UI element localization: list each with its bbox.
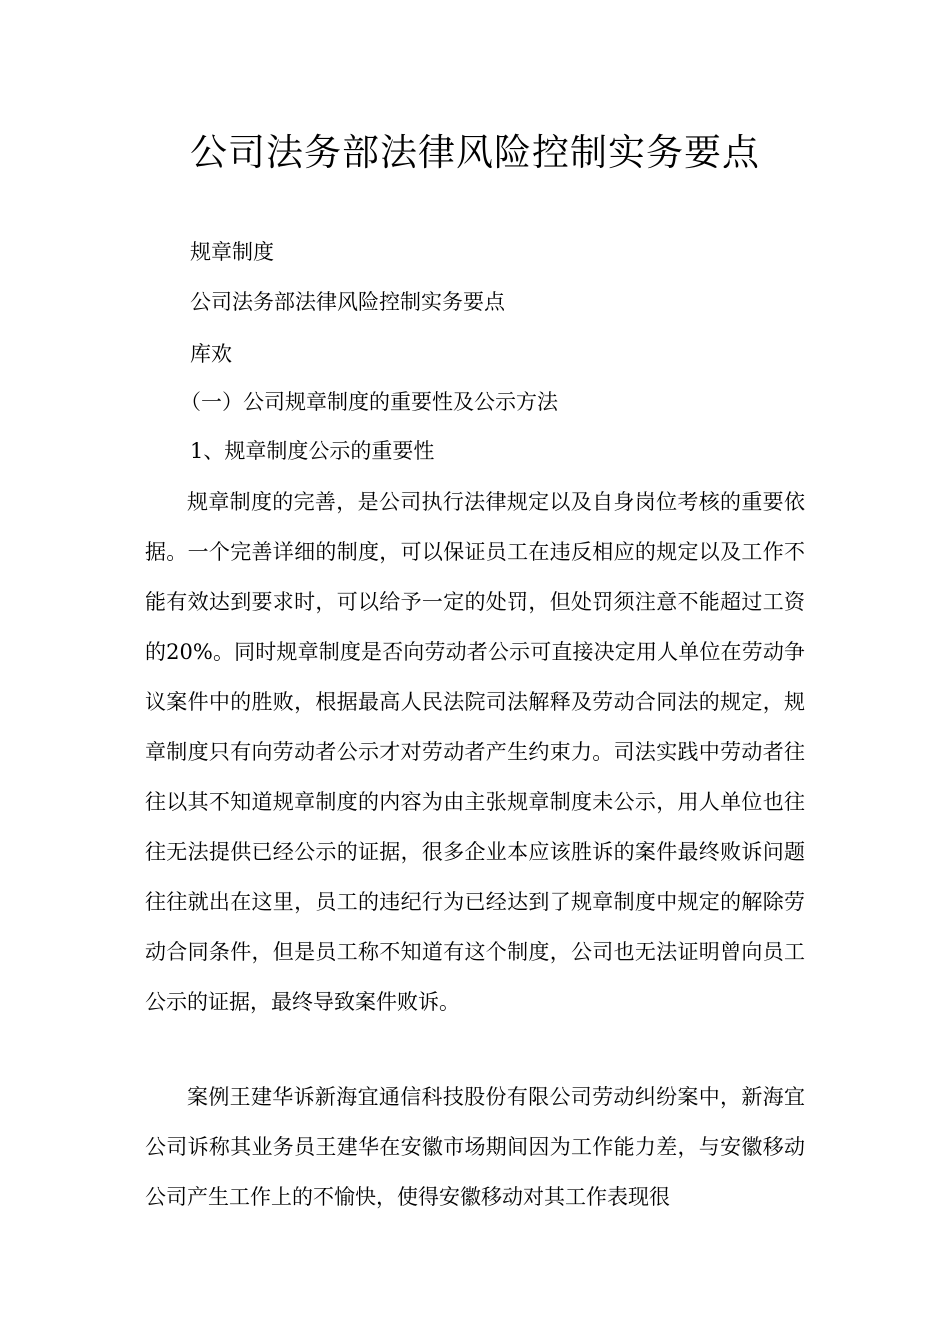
- section-heading: （一）公司规章制度的重要性及公示方法: [180, 390, 558, 414]
- body-paragraph: 规章制度的完善，是公司执行法律规定以及自身岗位考核的重要依据。一个完善详细的制度，可以保证员工在违反相应的规定以及工作不能有效达到要求时，可以给予一定的处罚，但处罚须注意不能超过工资的20%。同时规章制度是否向劳动者公示可直接决定用人单位在劳动争议案件中的胜败，根据最高人民法院司法解释及劳动合同法的规定，规章制度只有向劳动者公示才对劳动者产生约束力。司法实践中劳动者往往以其不知道规章制度的内容为由主张规章制度未公示，用人单位也往往无法提供已经公示的证据，很多企业本应该胜诉的案件最终败诉问题往往就出在这里，员工的违纪行为已经达到了规章制度中规定的解除劳动合同条件，但是员工称不知道有这个制度，公司也无法证明曾向员工公示的证据，最终导致案件败诉。: [145, 490, 805, 1014]
- category-line: 规章制度: [190, 240, 274, 264]
- document-title: 公司法务部法律风险控制实务要点: [190, 131, 760, 174]
- subsection-heading: 1、规章制度公示的重要性: [190, 439, 435, 463]
- author-line: 库欢: [190, 342, 232, 366]
- body-paragraph: 案例王建华诉新海宜通信科技股份有限公司劳动纠纷案中，新海宜公司诉称其业务员王建华在安徽市场期间因为工作能力差，与安徽移动公司产生工作上的不愉快，使得安徽移动对其工作表现很: [145, 1085, 805, 1209]
- subtitle-line: 公司法务部法律风险控制实务要点: [190, 290, 505, 314]
